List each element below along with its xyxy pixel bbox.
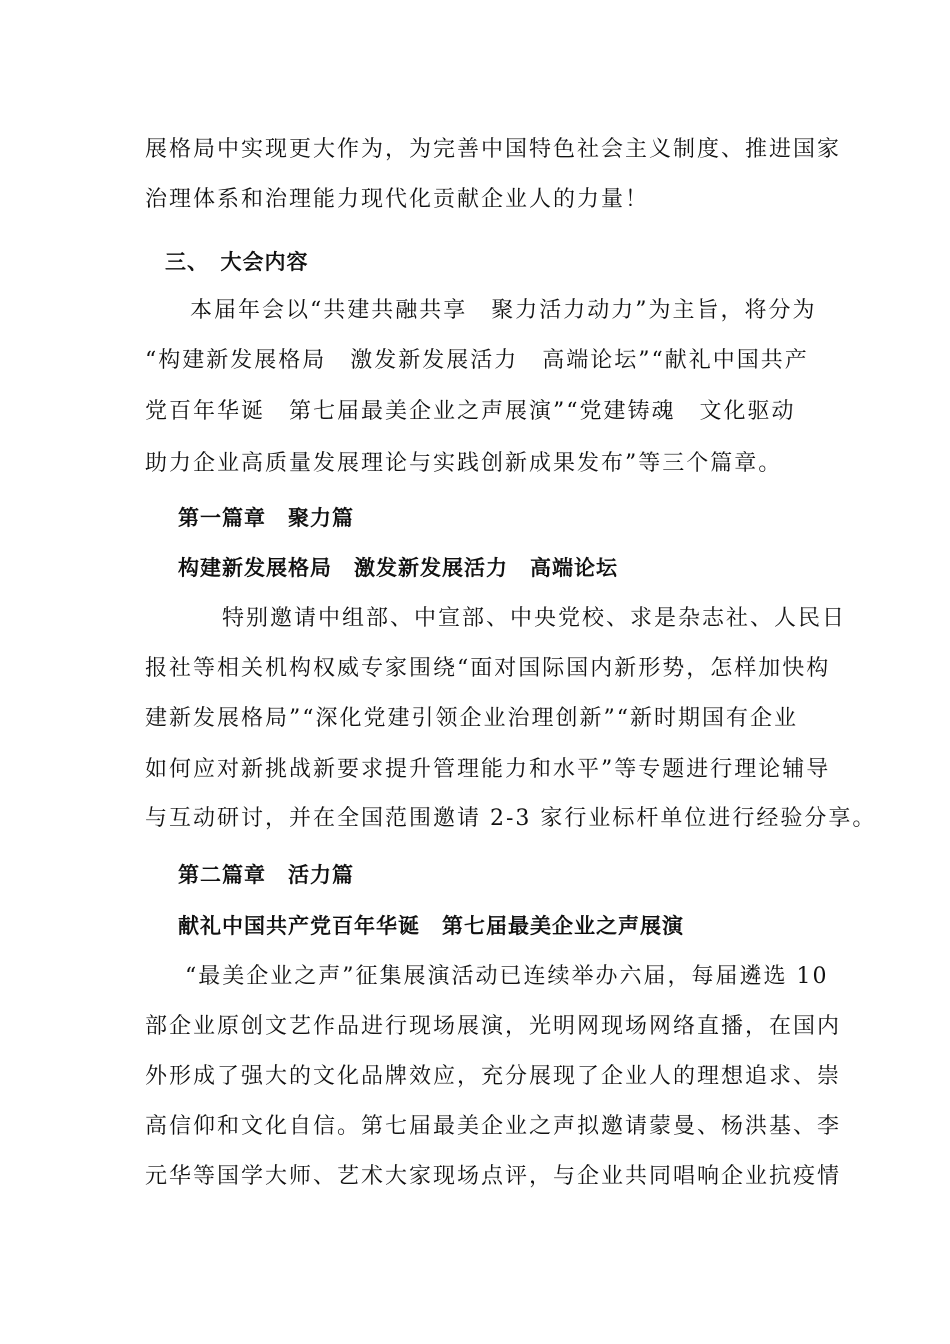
- paragraph-line: 特别邀请中组部、中宣部、中央党校、求是杂志社、人民日: [222, 606, 847, 631]
- paragraph-line: 如何应对新挑战新要求提升管理能力和水平”等专题进行理论辅导: [145, 757, 831, 782]
- paragraph-line: 本届年会以“共建共融共享 聚力活力动力”为主旨，将分为: [190, 298, 817, 323]
- paragraph-line: 部企业原创文艺作品进行现场展演，光明网现场网络直播，在国内: [145, 1014, 842, 1039]
- paragraph-line: 与互动研讨，并在全国范围邀请 2-3 家行业标杆单位进行经验分享。: [145, 806, 877, 831]
- paragraph-line: 治理体系和治理能力现代化贡献企业人的力量！: [145, 187, 650, 212]
- paragraph-line: 报社等相关机构权威专家围绕“面对国际国内新形势，怎样加快构: [145, 656, 831, 681]
- paragraph-line: “最美企业之声”征集展演活动已连续举办六届，每届遴选 10: [185, 964, 829, 989]
- paragraph-line: “构建新发展格局 激发新发展活力 高端论坛”“献礼中国共产: [145, 348, 809, 373]
- section-heading: 三、 大会内容: [165, 250, 309, 274]
- paragraph-line: 建新发展格局”“深化党建引领企业治理创新”“新时期国有企业: [145, 706, 798, 731]
- paragraph-line: 党百年华诞 第七届最美企业之声展演”“党建铸魂 文化驱动: [145, 399, 796, 424]
- chapter-subtitle: 献礼中国共产党百年华诞 第七届最美企业之声展演: [178, 914, 684, 938]
- chapter-subtitle: 构建新发展格局 激发新发展活力 高端论坛: [178, 556, 618, 580]
- paragraph-line: 外形成了强大的文化品牌效应，充分展现了企业人的理想追求、崇: [145, 1064, 842, 1089]
- paragraph-line: 元华等国学大师、艺术大家现场点评，与企业共同唱响企业抗疫情: [145, 1164, 842, 1189]
- chapter-title: 第一篇章 聚力篇: [178, 506, 354, 530]
- chapter-title: 第二篇章 活力篇: [178, 863, 354, 887]
- paragraph-line: 展格局中实现更大作为，为完善中国特色社会主义制度、推进国家: [145, 137, 842, 162]
- paragraph-line: 高信仰和文化自信。第七届最美企业之声拟邀请蒙曼、杨洪基、李: [145, 1114, 842, 1139]
- paragraph-line: 助力企业高质量发展理论与实践创新成果发布”等三个篇章。: [145, 451, 783, 476]
